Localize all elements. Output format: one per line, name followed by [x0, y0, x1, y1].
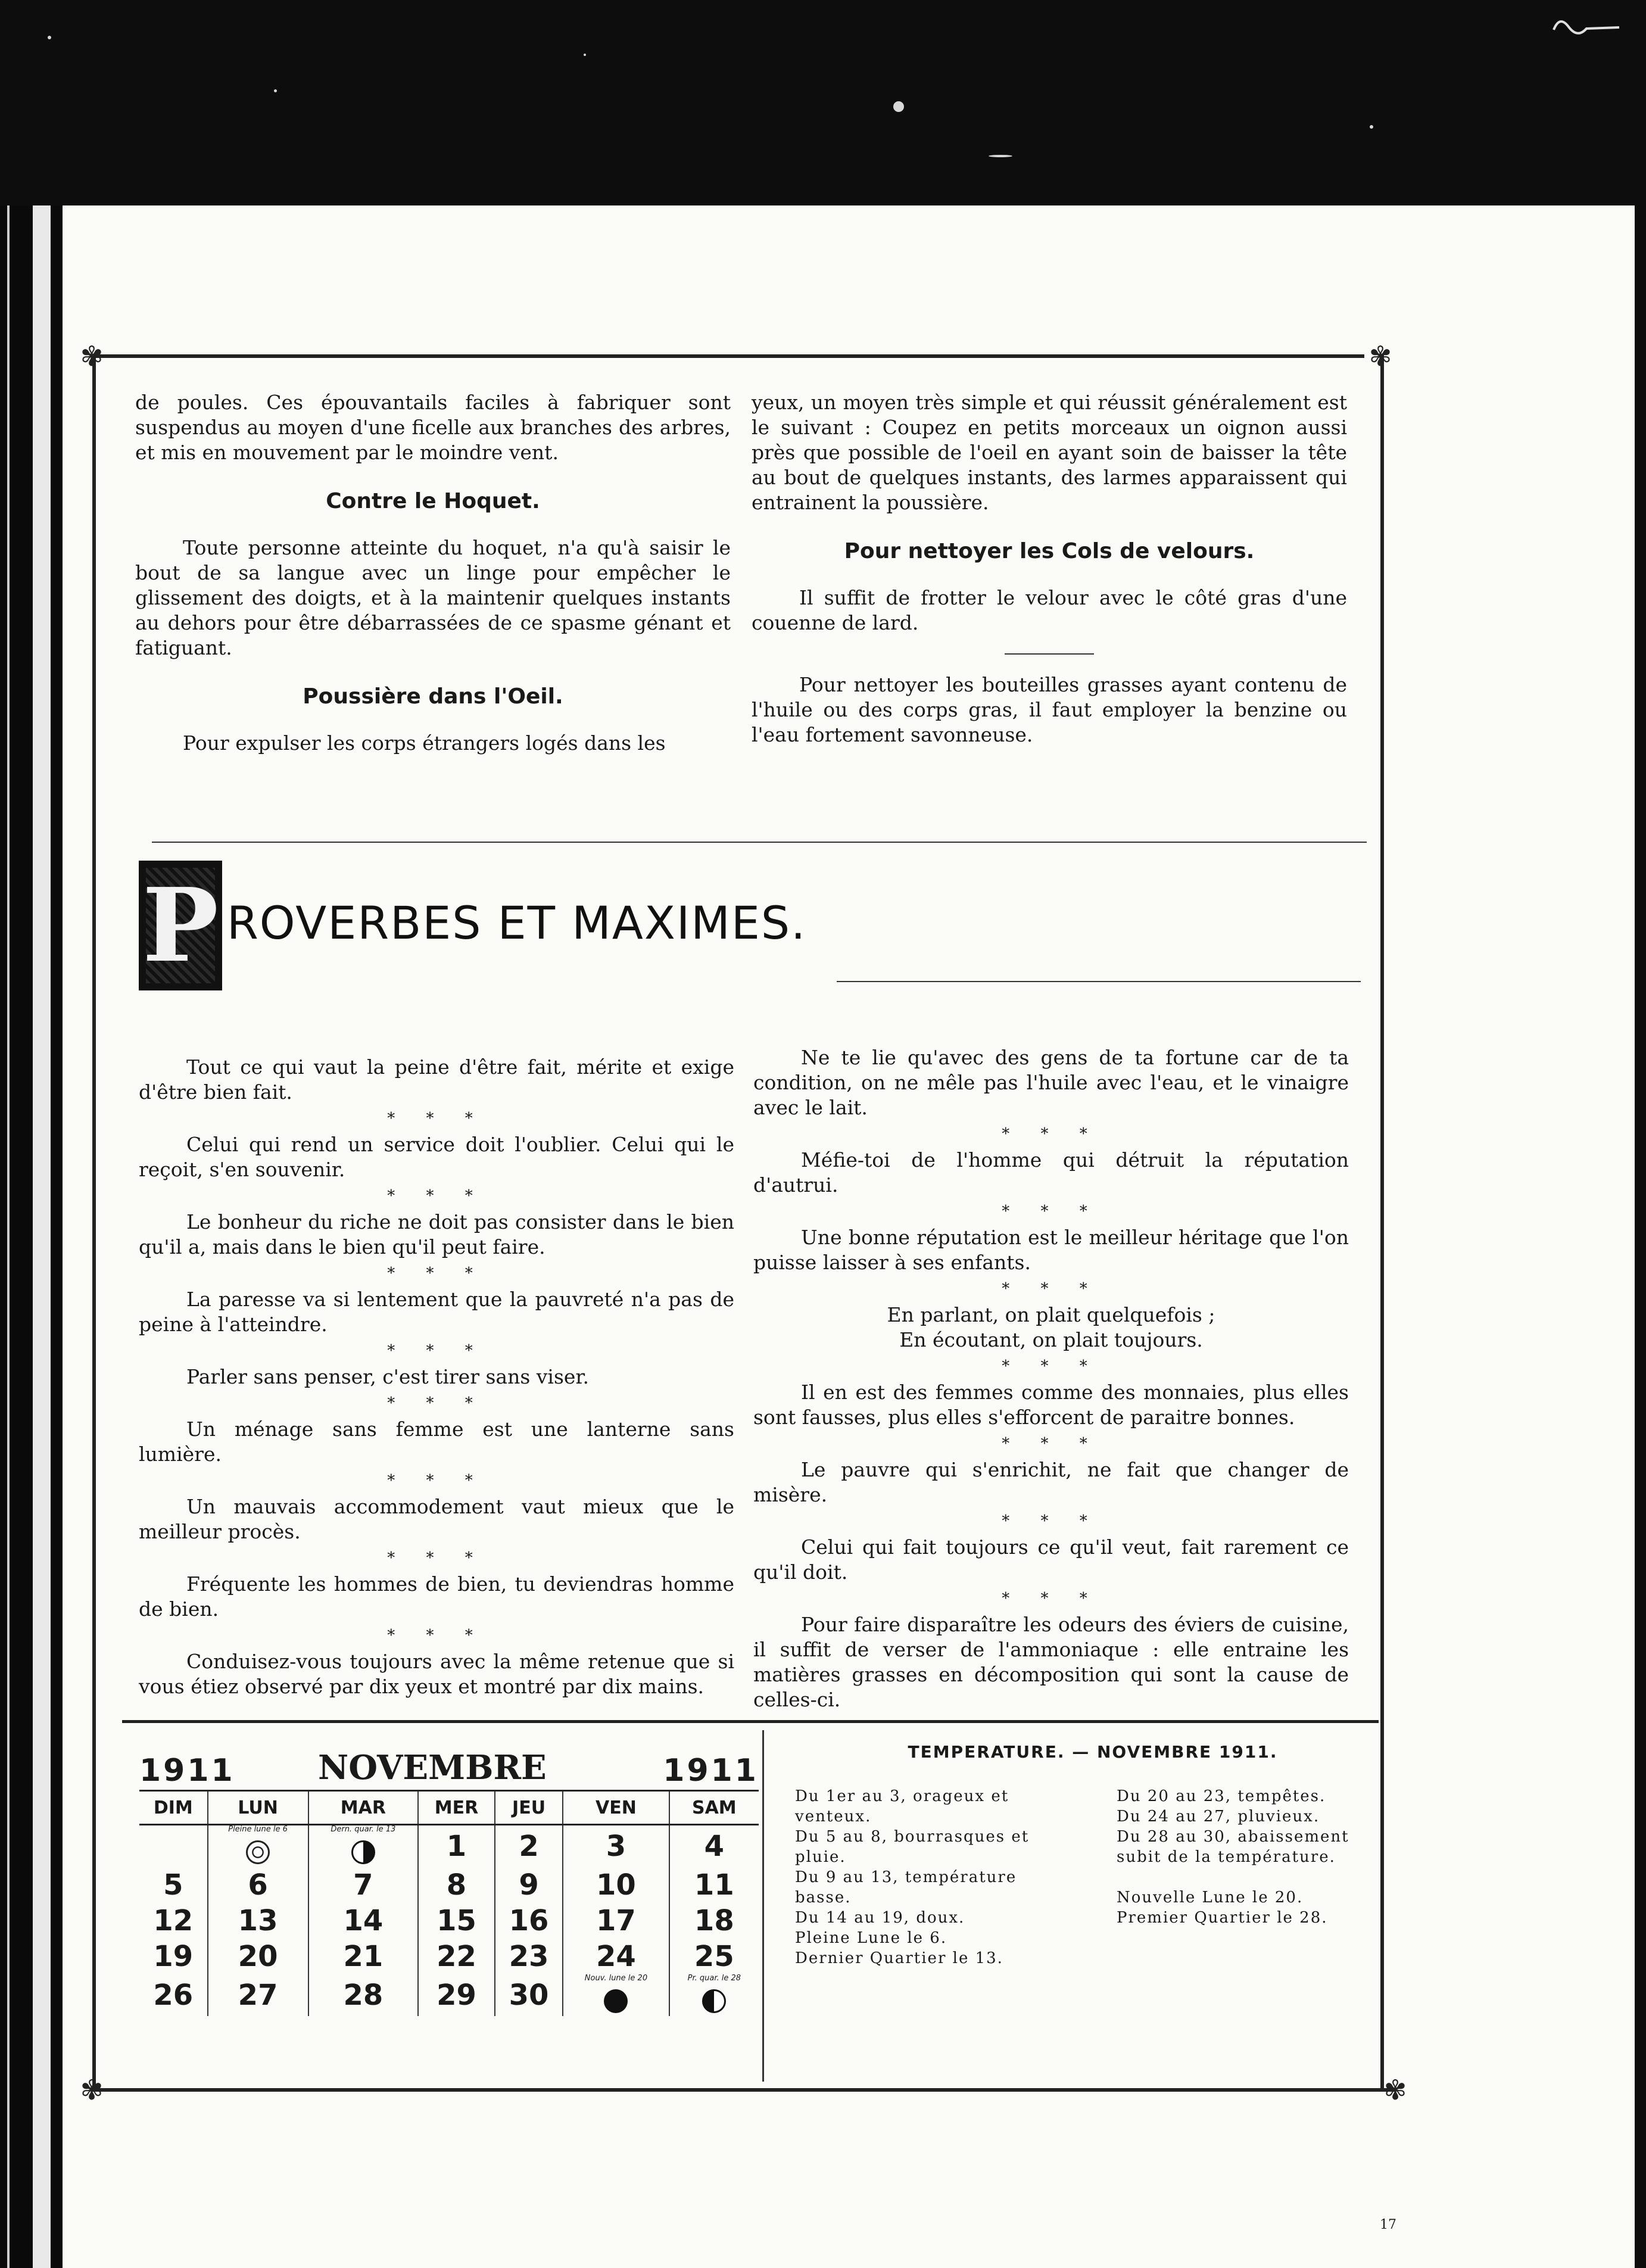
- temperature-title: TEMPERATURE. — NOVEMBRE 1911.: [908, 1742, 1278, 1762]
- separator-stars: * * *: [1002, 1512, 1101, 1530]
- proverb: Tout ce qui vaut la peine d'être fait, mérite et exige d'être bien fait.: [139, 1055, 734, 1104]
- proverbs-left-column: [139, 1055, 734, 1699]
- binding-strip: [33, 205, 51, 2268]
- section-heading: Contre le Hoquet.: [326, 489, 540, 513]
- frame-bottom-rule: [91, 2088, 1395, 2092]
- calendar-day: 26: [153, 1979, 194, 2012]
- calendar-year: 1911: [139, 1753, 235, 1789]
- separator-stars: * * *: [387, 1394, 486, 1412]
- calendar-week: [139, 1974, 759, 2016]
- proverb: Celui qui rend un service doit l'oublier. Celui qui le reçoit, s'en souvenir.: [139, 1133, 734, 1181]
- calendar: [139, 1742, 759, 2016]
- calendar-grid: [139, 1790, 759, 2016]
- calendar-day: 28: [308, 1974, 419, 2016]
- separator-stars: * * *: [387, 1110, 486, 1127]
- calendar-day: 9: [495, 1867, 563, 1903]
- forecast-line: Du 1er au 3, orageux et venteux.: [795, 1787, 1009, 1825]
- corner-ornament-icon: ✾: [80, 2074, 104, 2106]
- scan-speck: [893, 101, 904, 112]
- top-left-column: [135, 390, 731, 756]
- calendar-day: 5: [163, 1868, 183, 1902]
- proverb: Conduisez-vous toujours avec la même retenue que si vous étiez observé par dix yeux et montré par dix mains.: [139, 1650, 734, 1698]
- paragraph: yeux, un moyen très simple et qui réussit généralement est le suivant : Coupez en petits morceaux un oignon aussi près que possible de l'oeil en ayant soin de baisser la tête au bout de quelques instants, des larmes apparaissent qui entrainent la poussière.: [752, 391, 1347, 514]
- calendar-day: 30: [495, 1974, 563, 2016]
- paragraph: Pour nettoyer les bouteilles grasses ayant contenu de l'huile ou des corps gras, il faut employer la benzine ou l'eau fortement savonneuse.: [752, 673, 1347, 746]
- calendar-day: 3: [563, 1825, 669, 1868]
- moon-phase-note: Pr. quar. le 28: [687, 1974, 741, 1983]
- corner-ornament-icon: ✾: [1368, 340, 1392, 372]
- scan-speck: [48, 36, 51, 39]
- separator-stars: * * *: [1002, 1125, 1101, 1143]
- separator-stars: * * *: [1002, 1280, 1101, 1298]
- weekday-header: DIM: [139, 1791, 208, 1825]
- corner-ornament-icon: ✾: [80, 340, 104, 372]
- weekday-header: LUN: [208, 1791, 308, 1825]
- scan-mark: [1551, 12, 1622, 36]
- divider-rule: [152, 842, 1367, 843]
- separator-stars: * * *: [387, 1549, 486, 1567]
- proverb: Un mauvais accommodement vaut mieux que le meilleur procès.: [139, 1495, 734, 1543]
- proverb: Il en est des femmes comme des monnaies, plus elles sont fausses, plus elles s'efforcent de paraitre bonnes.: [753, 1381, 1349, 1429]
- separator-stars: * * *: [1002, 1357, 1101, 1375]
- weekday-header: JEU: [495, 1791, 563, 1825]
- forecast-line: Dernier Quartier le 13.: [795, 1949, 1003, 1967]
- separator-stars: * * *: [1002, 1202, 1101, 1220]
- calendar-week: [139, 1939, 759, 1974]
- calendar-day: 25: [669, 1939, 759, 1974]
- forecast-line: Pleine Lune le 6.: [795, 1929, 947, 1947]
- separator-stars: * * *: [1002, 1435, 1101, 1453]
- full-moon-icon: [246, 1840, 270, 1864]
- scan-speck: [584, 54, 586, 56]
- proverb-line: En écoutant, on plait toujours.: [899, 1328, 1203, 1351]
- corner-ornament-icon: ✾: [1383, 2074, 1407, 2106]
- proverb: La paresse va si lentement que la pauvreté n'a pas de peine à l'atteindre.: [139, 1288, 734, 1336]
- calendar-day: [308, 1825, 419, 1868]
- forecast-line: Du 24 au 27, pluvieux.: [1117, 1808, 1320, 1825]
- calendar-day: [563, 1974, 669, 2016]
- calendar-day: 1: [418, 1825, 495, 1868]
- scan-speck: [989, 155, 1012, 157]
- calendar-day: 13: [208, 1903, 308, 1939]
- separator-stars: * * *: [1002, 1590, 1101, 1607]
- temperature-left-column: [795, 1786, 1075, 1968]
- calendar-year: 1911: [663, 1753, 759, 1789]
- forecast-line: Premier Quartier le 28.: [1117, 1909, 1328, 1927]
- frame-left-rule: [92, 354, 96, 2091]
- proverb: Le bonheur du riche ne doit pas consister dans le bien qu'il a, mais dans le bien qu'il peut faire.: [139, 1210, 734, 1258]
- paragraph: Pour expulser les corps étrangers logés dans les: [183, 731, 666, 755]
- moon-phase-note: Pleine lune le 6: [228, 1825, 288, 1834]
- forecast-line: Du 9 au 13, température basse.: [795, 1868, 1017, 1906]
- paragraph: Il suffit de frotter le velour avec le côté gras d'une couenne de lard.: [752, 586, 1347, 634]
- calendar-day: 29: [418, 1974, 495, 2016]
- last-quarter-icon: [351, 1840, 375, 1864]
- section-heading: Poussière dans l'Oeil.: [303, 684, 563, 709]
- calendar-day: 27: [208, 1974, 308, 2016]
- calendar-header: [139, 1742, 759, 1790]
- first-quarter-icon: [702, 1989, 726, 2013]
- divider-rule: [837, 981, 1361, 982]
- proverb: Méfie-toi de l'homme qui détruit la réputation d'autrui.: [753, 1148, 1349, 1197]
- weekday-header: SAM: [669, 1791, 759, 1825]
- calendar-day: 16: [495, 1903, 563, 1939]
- forecast-line: Du 14 au 19, doux.: [795, 1909, 965, 1927]
- proverb: Fréquente les hommes de bien, tu deviendras homme de bien.: [139, 1572, 734, 1621]
- calendar-week: [139, 1867, 759, 1903]
- calendar-day: 10: [563, 1867, 669, 1903]
- scan-speck: [274, 89, 277, 92]
- forecast-line: Nouvelle Lune le 20.: [1117, 1889, 1304, 1906]
- paragraph: Toute personne atteinte du hoquet, n'a qu'à saisir le bout de sa langue avec un linge pour empêcher le glissement des doigts, et à la maintenir quelques instants au dehors pour être débarrassées de ce spasme génant et fatiguant.: [135, 536, 731, 659]
- short-divider: [1005, 653, 1094, 655]
- calendar-day: 12: [153, 1904, 194, 1937]
- book-binding: [0, 205, 63, 2268]
- calendar-day: 24: [563, 1939, 669, 1974]
- proverb: Un ménage sans femme est une lanterne sans lumière.: [139, 1418, 734, 1466]
- calendar-day: 2: [495, 1825, 563, 1868]
- moon-phase-note: Dern. quar. le 13: [331, 1825, 396, 1834]
- weekday-header: MAR: [308, 1791, 419, 1825]
- dropcap-letter: P: [142, 866, 219, 985]
- calendar-day: 4: [669, 1825, 759, 1868]
- moon-phase-note: Nouv. lune le 20: [584, 1974, 648, 1983]
- calendar-day: 8: [418, 1867, 495, 1903]
- top-right-column: [752, 390, 1347, 747]
- calendar-day: 18: [669, 1903, 759, 1939]
- proverb: Parler sans penser, c'est tirer sans viser.: [186, 1365, 590, 1388]
- scan-speck: [1370, 125, 1373, 129]
- calendar-day: 21: [308, 1939, 419, 1974]
- calendar-week: [139, 1825, 759, 1868]
- proverb: [753, 1303, 1349, 1353]
- calendar-day: 20: [208, 1939, 308, 1974]
- temperature-forecast: [795, 1742, 1391, 1967]
- proverb-line: En parlant, on plait quelquefois ;: [887, 1303, 1215, 1326]
- page: [63, 205, 1635, 2268]
- new-moon-icon: [604, 1989, 628, 2013]
- page-number: 17: [1380, 2217, 1396, 2232]
- calendar-day: 17: [563, 1903, 669, 1939]
- weekday-header: VEN: [563, 1791, 669, 1825]
- proverb: Pour faire disparaître les odeurs des éviers de cuisine, il suffit de verser de l'ammoniaque : elle entraine les matières grasses en décomposition qui sont la cause de celles-ci.: [753, 1613, 1349, 1711]
- calendar-day: [208, 1825, 308, 1868]
- calendar-day: 15: [418, 1903, 495, 1939]
- forecast-line: Du 20 au 23, tempêtes.: [1117, 1787, 1326, 1805]
- calendar-top-rule: [122, 1720, 1379, 1723]
- calendar-week: [139, 1903, 759, 1939]
- separator-stars: * * *: [387, 1627, 486, 1644]
- calendar-day: 23: [495, 1939, 563, 1974]
- weekday-header: MER: [418, 1791, 495, 1825]
- section-heading: Pour nettoyer les Cols de velours.: [844, 539, 1255, 563]
- separator-stars: * * *: [387, 1342, 486, 1360]
- proverb: Une bonne réputation est le meilleur héritage que l'on puisse laisser à ses enfants.: [753, 1226, 1349, 1274]
- proverbs-right-column: [753, 1045, 1349, 1712]
- calendar-day: 19: [153, 1940, 194, 1973]
- proverb: Celui qui fait toujours ce qu'il veut, fait rarement ce qu'il doit.: [753, 1535, 1349, 1584]
- calendar-day: [669, 1974, 759, 2016]
- forecast-line: [1117, 1867, 1396, 1887]
- forecast-line: Du 5 au 8, bourrasques et pluie.: [795, 1828, 1030, 1866]
- frame-top-rule: [91, 354, 1364, 358]
- temperature-right-column: [1117, 1786, 1396, 1928]
- calendar-day: 14: [308, 1903, 419, 1939]
- calendar-day: [139, 1825, 208, 1868]
- section-title-text: ROVERBES ET MAXIMES.: [227, 896, 807, 949]
- separator-stars: * * *: [387, 1187, 486, 1205]
- paragraph: de poules. Ces épouvantails faciles à fabriquer sont suspendus au moyen d'une ficelle aux branches des arbres, et mis en mouvement par le moindre vent.: [135, 391, 731, 464]
- calendar-day: 6: [208, 1867, 308, 1903]
- binding-edge: [7, 205, 10, 2268]
- calendar-divider: [762, 1730, 764, 2082]
- dropcap-ornament: [139, 861, 222, 990]
- forecast-line: Du 28 au 30, abaissement subit de la température.: [1117, 1828, 1349, 1866]
- separator-stars: * * *: [387, 1264, 486, 1282]
- proverb: Le pauvre qui s'enrichit, ne fait que changer de misère.: [753, 1458, 1349, 1506]
- calendar-day: 7: [308, 1867, 419, 1903]
- calendar-day: 22: [418, 1939, 495, 1974]
- proverb: Ne te lie qu'avec des gens de ta fortune car de ta condition, on ne mêle pas l'huile avec l'eau, et le vinaigre avec le lait.: [753, 1046, 1349, 1119]
- separator-stars: * * *: [387, 1472, 486, 1490]
- calendar-month: NOVEMBRE: [318, 1748, 547, 1787]
- calendar-day: 11: [669, 1867, 759, 1903]
